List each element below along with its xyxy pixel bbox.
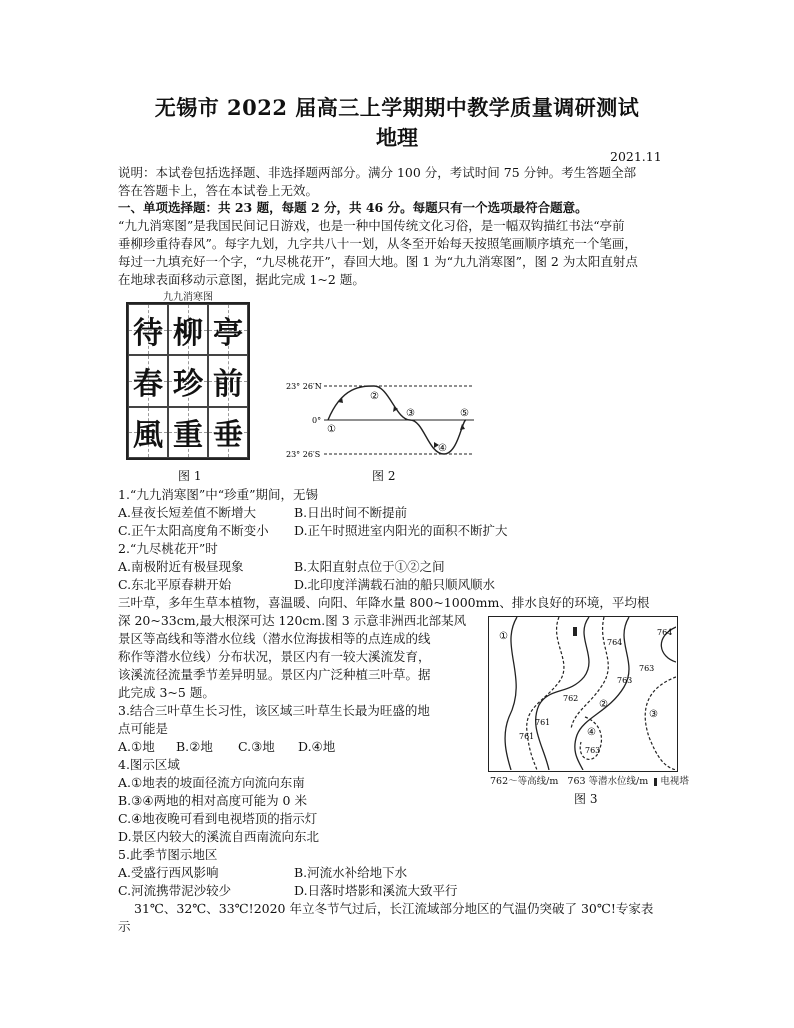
grid-cell: 風 <box>128 407 168 458</box>
exam-date: 2021.11 <box>610 149 662 164</box>
passage-3-line-2: 示 <box>118 919 131 934</box>
site-3-label: ③ <box>649 709 658 720</box>
grid-cell: 亭 <box>208 304 248 355</box>
point-3-label: ③ <box>406 408 415 419</box>
q4-option-a: A.①地表的坡面径流方向流向东南 <box>118 775 305 790</box>
label-763-b: 763 <box>617 676 633 685</box>
q2-stem: 2.“九尽桃花开”时 <box>118 541 218 556</box>
label-764-a: 764 <box>607 638 623 647</box>
figure-2-solar-path <box>284 376 484 464</box>
site-2-label: ② <box>599 699 608 710</box>
passage-1-line-4: 在地球表面移动示意图，据此完成 1~2 题。 <box>118 272 365 287</box>
q1-option-c: C.正午太阳高度角不断变小 <box>118 523 269 538</box>
passage-1-line-2: 垂柳珍重待春风”。每字九划，九字共八十一划，从冬至开始每天按照笔画顺序填充一个笔画， <box>118 236 637 251</box>
q5-option-a: A.受盛行西风影响 <box>118 865 219 880</box>
label-762: 762 <box>563 694 579 703</box>
q3-option-b: B.②地 <box>176 739 213 754</box>
q4-option-b: B.③④两地的相对高度可能为 0 米 <box>118 793 307 808</box>
figure-3-map <box>488 616 678 772</box>
label-763-a: 763 <box>639 664 655 673</box>
contour-map <box>489 617 676 770</box>
figure-1-title: 九九消寒图 <box>163 292 213 303</box>
q5-option-c: C.河流携带泥沙较少 <box>118 883 232 898</box>
q5-stem: 5.此季节图示地区 <box>118 847 218 862</box>
arrow-icon <box>460 424 465 430</box>
q2-option-b: B.太阳直射点位于①②之间 <box>294 559 445 574</box>
label-761-a: 761 <box>535 718 551 727</box>
q3-option-a: A.①地 <box>118 739 155 754</box>
label-763-c: 763 <box>585 746 601 755</box>
q4-stem: 4.图示区域 <box>118 757 180 772</box>
legend-water-table: 763 等潜水位线/m <box>567 776 649 787</box>
point-2-label: ② <box>370 391 379 402</box>
passage-1-line-1: “九九消寒图”是我国民间记日游戏，也是一种中国传统文化习俗，是一幅双钩描红书法“亭前 <box>118 218 625 233</box>
passage-2-line-1: 三叶草，多年生草本植物，喜温暖、向阳、年降水量 800~1000mm、排水良好的环境，平均根 <box>118 595 650 610</box>
figure-2-caption: 图 2 <box>372 469 396 483</box>
legend-contour: 762～等高线/m <box>490 776 559 787</box>
section-1-heading: 一、单项选择题：共 23 题，每题 2 分，共 46 分。每题只有一个选项最符合题意。 <box>118 200 588 215</box>
grid-cell: 柳 <box>168 304 208 355</box>
legend-tv-tower: 电视塔 <box>660 776 689 787</box>
q1-option-b: B.日出时间不断提前 <box>294 505 408 520</box>
point-1-label: ① <box>327 424 336 435</box>
tv-tower-legend-icon <box>654 778 657 786</box>
label-761-b: 761 <box>519 732 535 741</box>
q3-option-d: D.④地 <box>298 739 336 754</box>
figure-3-legend <box>490 773 689 787</box>
q4-option-c: C.④地夜晚可看到电视塔顶的指示灯 <box>118 811 318 826</box>
q5-option-d: D.日落时塔影和溪流大致平行 <box>294 883 458 898</box>
grid-cell: 垂 <box>208 407 248 458</box>
passage-2-line-4: 称作等潜水位线）分布状况，景区内有一较大溪流发育， <box>118 649 431 664</box>
q3-option-c: C.③地 <box>238 739 275 754</box>
q3-stem-line-1: 3.结合三叶草生长习性，该区域三叶草生长最为旺盛的地 <box>118 703 430 718</box>
point-4-label: ④ <box>438 443 447 454</box>
equator-label: 0° <box>312 416 322 425</box>
q1-option-d: D.正午时照进室内阳光的面积不断扩大 <box>294 523 508 538</box>
grid-cell: 珍 <box>168 355 208 406</box>
intro-line-1: 说明：本试卷包括选择题、非选择题两部分。满分 100 分，考试时间 75 分钟。考生答题全部 <box>118 165 637 180</box>
grid-cell: 春 <box>128 355 168 406</box>
intro-line-2: 答在答题卡上，答在本试卷上无效。 <box>118 183 319 198</box>
exam-title: 无锡市 2022 届高三上学期期中教学质量调研测试 <box>154 95 640 120</box>
lat-north-label: 23° 26′N <box>286 382 322 391</box>
grid-cell: 待 <box>128 304 168 355</box>
passage-2-line-2: 深 20~33cm,最大根深可达 120cm.图 3 示意非洲西北部某风 <box>118 613 467 628</box>
q2-option-d: D.北印度洋满载石油的船只顺风顺水 <box>294 577 496 592</box>
q2-option-c: C.东北平原春耕开始 <box>118 577 232 592</box>
grid-cell: 重 <box>168 407 208 458</box>
water-table-line <box>527 617 564 770</box>
q3-stem-line-2: 点可能是 <box>118 721 169 736</box>
q2-option-a: A.南极附近有极昼现象 <box>118 559 244 574</box>
passage-2-line-6: 此完成 3~5 题。 <box>118 685 215 700</box>
passage-2-line-3: 景区等高线和等潜水位线（潜水位海拔相等的点连成的线 <box>118 631 431 646</box>
figure-1-caption: 图 1 <box>178 469 202 483</box>
figure-1-grid <box>126 302 250 460</box>
passage-1-line-3: 每过一九填充好一个字，“九尽桃花开”，春回大地。图 1 为“九九消寒图”，图 2 为太阳直射点 <box>118 254 638 269</box>
subject-title: 地理 <box>376 125 418 150</box>
passage-2-line-5: 该溪流径流量季节差异明显。景区内广泛种植三叶草。据 <box>118 667 431 682</box>
site-4-label: ④ <box>587 727 596 738</box>
q1-option-a: A.昼夜长短差值不断增大 <box>118 505 257 520</box>
label-764-b: 764 <box>657 628 673 637</box>
lat-south-label: 23° 26′S <box>286 450 321 459</box>
grid-cell: 前 <box>208 355 248 406</box>
passage-3-line-1: 31℃、32℃、33℃!2020 年立冬节气过后，长江流域部分地区的气温仍突破了 30℃!专家表 <box>134 901 654 916</box>
site-1-label: ① <box>499 631 508 642</box>
tv-tower-icon <box>573 627 577 636</box>
q1-stem: 1.“九九消寒图”中“珍重”期间，无锡 <box>118 487 318 502</box>
water-table-line <box>645 677 676 770</box>
q5-option-b: B.河流水补给地下水 <box>294 865 408 880</box>
point-5-label: ⑤ <box>460 408 469 419</box>
figure-3-caption: 图 3 <box>574 792 598 806</box>
q4-option-d: D.景区内较大的溪流自西南流向东北 <box>118 829 320 844</box>
